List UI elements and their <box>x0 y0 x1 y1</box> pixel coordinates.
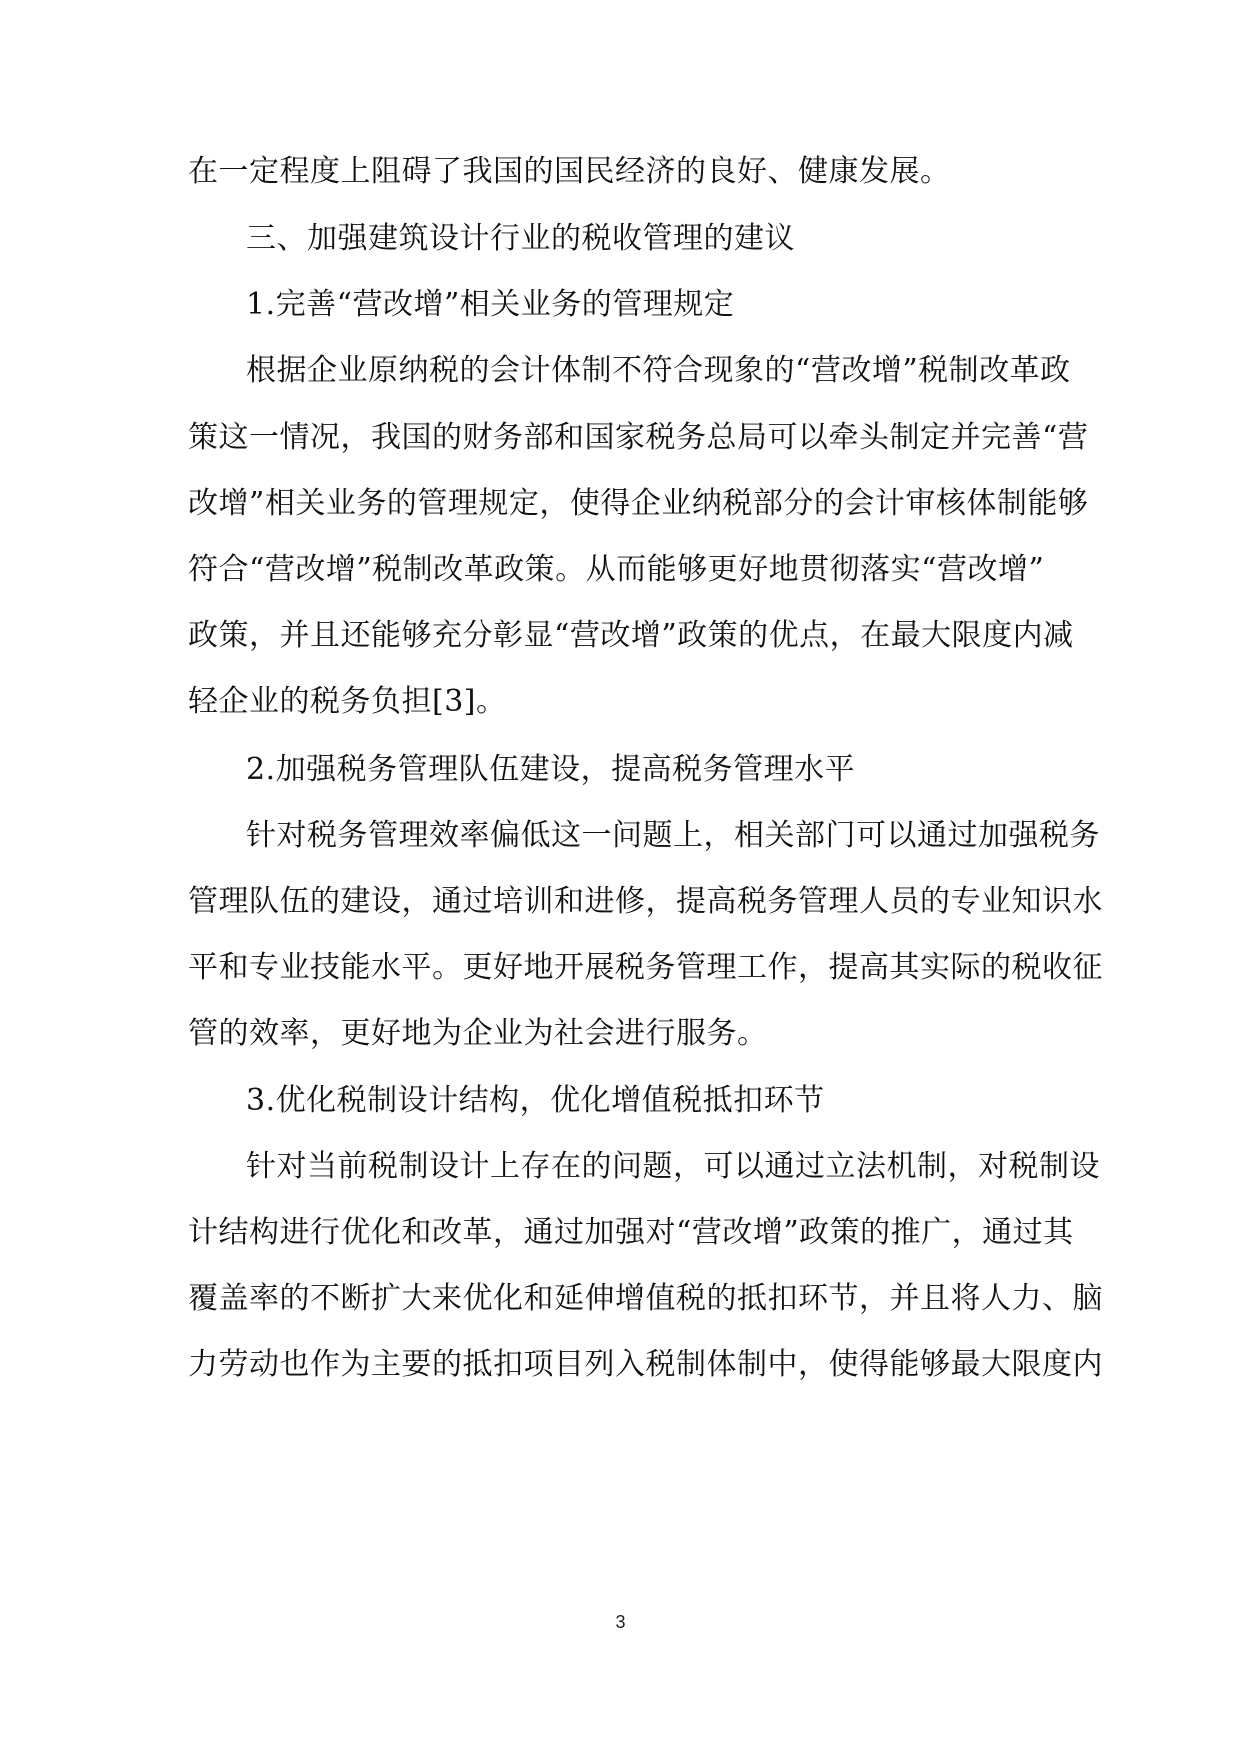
text-line <box>0 882 1241 922</box>
text-line-content: 覆盖率的不断扩大来优化和延伸增值税的抵扣环节，并且将人力、脑 <box>188 1281 1103 1316</box>
text-line-content: 管理队伍的建设，通过培训和进修，提高税务管理人员的专业知识水 <box>188 884 1103 919</box>
text-line <box>0 1213 1241 1253</box>
text-line <box>0 351 1241 391</box>
text-line-content: 计结构进行优化和改革，通过加强对“营改增”政策的推广，通过其 <box>188 1215 1074 1250</box>
text-line <box>0 152 1241 192</box>
page-number: 3 <box>615 1612 626 1632</box>
text-line <box>0 550 1241 590</box>
text-line-content: 根据企业原纳税的会计体制不符合现象的“营改增”税制改革政 <box>246 353 1071 388</box>
text-line <box>0 816 1241 856</box>
text-line-content: 力劳动也作为主要的抵扣项目列入税制体制中，使得能够最大限度内 <box>188 1347 1103 1382</box>
subheading <box>0 285 1241 325</box>
text-line <box>0 484 1241 524</box>
text-line-content: 轻企业的税务负担[3]。 <box>188 684 507 719</box>
text-line <box>0 1147 1241 1187</box>
text-line <box>0 682 1241 722</box>
text-line-content: 管的效率，更好地为企业为社会进行服务。 <box>188 1016 768 1051</box>
text-line-content: 改增”相关业务的管理规定，使得企业纳税部分的会计审核体制能够 <box>188 486 1089 521</box>
text-line-content: 符合“营改增”税制改革政策。从而能够更好地贯彻落实“营改增” <box>188 552 1045 587</box>
text-line <box>0 418 1241 458</box>
text-line-content: 平和专业技能水平。更好地开展税务管理工作，提高其实际的税收征 <box>188 950 1103 985</box>
section-heading-text: 三、加强建筑设计行业的税收管理的建议 <box>246 221 795 256</box>
text-line <box>0 1014 1241 1054</box>
subheading-text: 1.完善“营改增”相关业务的管理规定 <box>246 287 735 322</box>
subheading <box>0 750 1241 790</box>
text-line <box>0 948 1241 988</box>
text-line-content: 政策，并且还能够充分彰显“营改增”政策的优点，在最大限度内减 <box>188 618 1074 653</box>
text-line-content: 策这一情况，我国的财务部和国家税务总局可以牵头制定并完善“营 <box>188 420 1089 455</box>
text-line <box>0 616 1241 656</box>
subheading-text: 3.优化税制设计结构，优化增值税抵扣环节 <box>246 1083 825 1118</box>
text-line-content: 在一定程度上阻碍了我国的国民经济的良好、健康发展。 <box>188 154 951 189</box>
subheading-text: 2.加强税务管理队伍建设，提高税务管理水平 <box>246 752 856 787</box>
text-line-content: 针对当前税制设计上存在的问题，可以通过立法机制，对税制设 <box>246 1149 1100 1184</box>
subheading <box>0 1081 1241 1121</box>
section-heading <box>0 219 1241 259</box>
text-line-content: 针对税务管理效率偏低这一问题上，相关部门可以通过加强税务 <box>246 818 1100 853</box>
text-line <box>0 1279 1241 1319</box>
text-line <box>0 1345 1241 1385</box>
